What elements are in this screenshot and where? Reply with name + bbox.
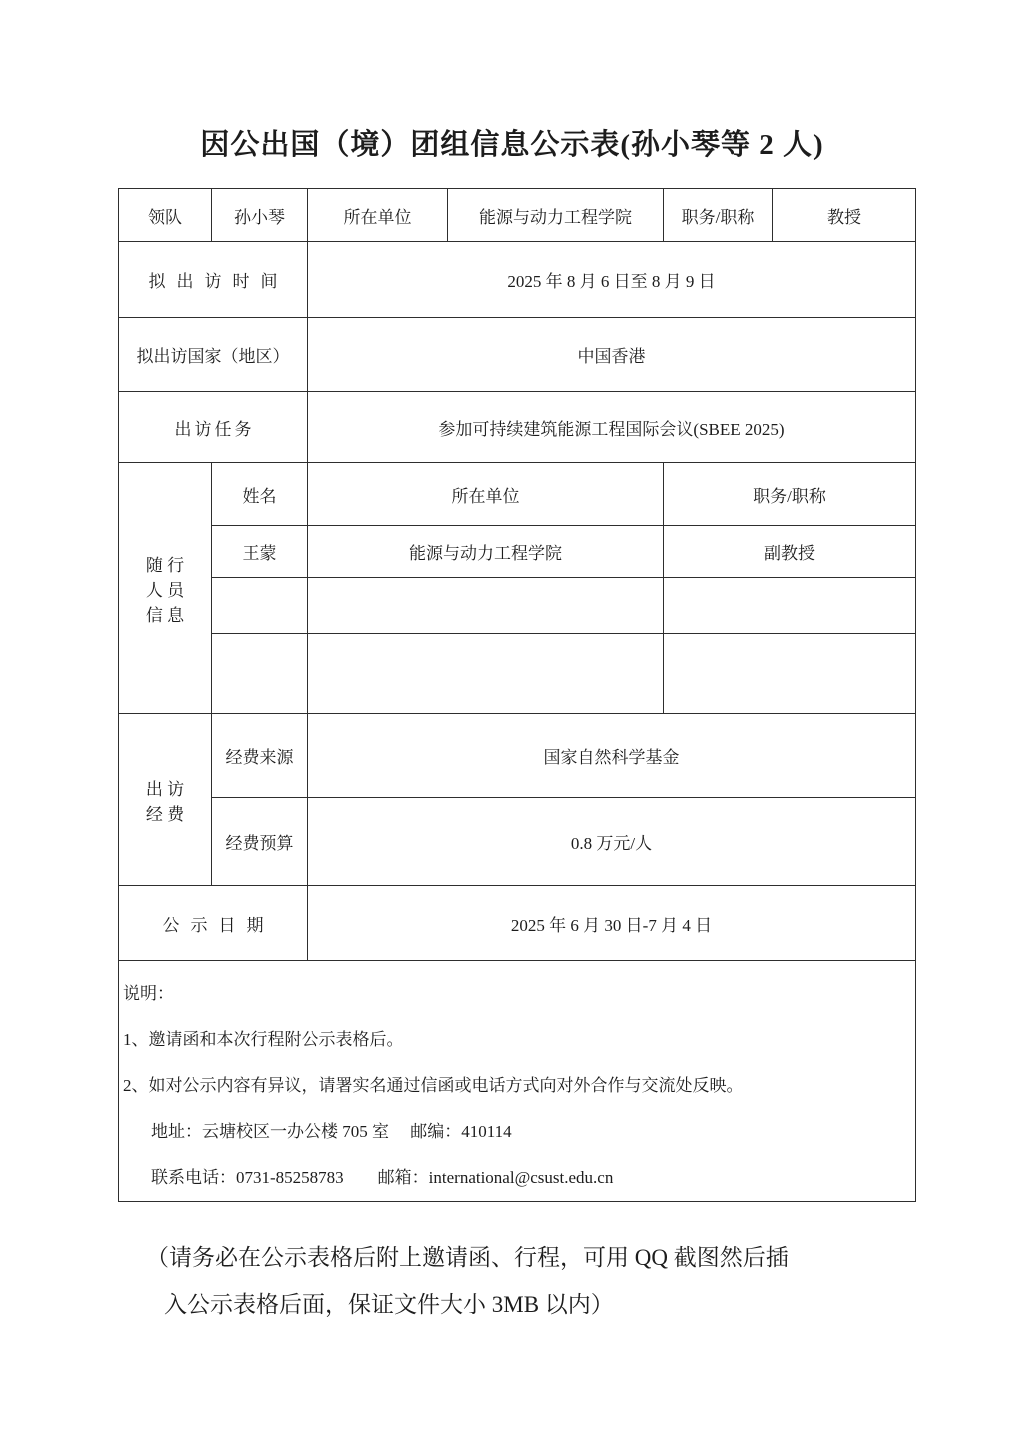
task-label: 出访任务 [119,392,308,463]
entourage-position-3 [664,634,916,714]
notes-cell [119,961,916,1202]
notes-heading: 说明： [123,984,174,1003]
entourage-unit-2 [308,578,664,634]
funding-vertical-label [119,775,211,825]
entourage-group-label [119,463,212,714]
notice-table [118,188,916,1202]
entourage-header-unit: 所在单位 [308,463,664,526]
publicity-value: 2025 年 6 月 30 日-7 月 4 日 [308,886,916,961]
funding-budget-label: 经费预算 [212,798,308,886]
entourage-name-1: 王蒙 [212,526,308,578]
footer-note-line2: 入公示表格后面，保证文件大小 3MB 以内） [164,1292,614,1317]
funding-source-label: 经费来源 [212,714,308,798]
notes-item-1: 1、邀请函和本次行程附公示表格后。 [123,1030,404,1049]
publicity-label: 公示日期 [119,886,308,961]
entourage-label-line1: 随 行 [145,555,185,575]
funding-source-row [119,714,916,798]
entourage-unit-1: 能源与动力工程学院 [308,526,664,578]
entourage-label-line2: 人 员 [145,580,185,600]
funding-label-line1: 出 访 [145,779,185,799]
entourage-name-3 [212,634,308,714]
task-row [119,392,916,463]
funding-budget-value: 0.8 万元/人 [308,798,916,886]
entourage-position-1: 副教授 [664,526,916,578]
country-row [119,318,916,392]
entourage-row-1 [119,526,916,578]
publicity-row [119,886,916,961]
time-label: 拟出访时间 [119,242,308,318]
entourage-row-3 [119,634,916,714]
entourage-header-name: 姓名 [212,463,308,526]
entourage-header-row [119,463,916,526]
entourage-header-position: 职务/职称 [664,463,916,526]
leader-unit-value: 能源与动力工程学院 [448,189,664,242]
leader-label: 领队 [119,189,212,242]
notes-item-2: 2、如对公示内容有异议，请署实名通过信函或电话方式向对外合作与交流处反映。 [123,1076,744,1095]
leader-name: 孙小琴 [212,189,308,242]
entourage-unit-3 [308,634,664,714]
time-value: 2025 年 8 月 6 日至 8 月 9 日 [308,242,916,318]
entourage-row-2 [119,578,916,634]
leader-row [119,189,916,242]
notes-row [119,961,916,1202]
time-row [119,242,916,318]
entourage-label-line3: 信 息 [145,605,185,625]
footer-note-line1: （请务必在公示表格后附上邀请函、行程，可用 QQ 截图然后插 [146,1245,789,1270]
footer-note [146,1234,906,1328]
task-value: 参加可持续建筑能源工程国际会议(SBEE 2025) [308,392,916,463]
entourage-vertical-label [119,551,211,626]
entourage-position-2 [664,578,916,634]
funding-source-value: 国家自然科学基金 [308,714,916,798]
leader-unit-label: 所在单位 [308,189,448,242]
notes-contact: 联系电话：0731-85258783 邮箱：international@csust.edu.cn [151,1168,614,1187]
entourage-name-2 [212,578,308,634]
funding-group-label [119,714,212,886]
leader-position-value: 教授 [773,189,916,242]
country-value: 中国香港 [308,318,916,392]
country-label: 拟出访国家（地区） [119,318,308,392]
page-title: 因公出国（境）团组信息公示表(孙小琴等 2 人) [200,129,824,161]
leader-position-label: 职务/职称 [664,189,773,242]
funding-label-line2: 经 费 [145,804,185,824]
funding-budget-row [119,798,916,886]
notes-address: 地址：云塘校区一办公楼 705 室 邮编：410114 [151,1122,512,1141]
